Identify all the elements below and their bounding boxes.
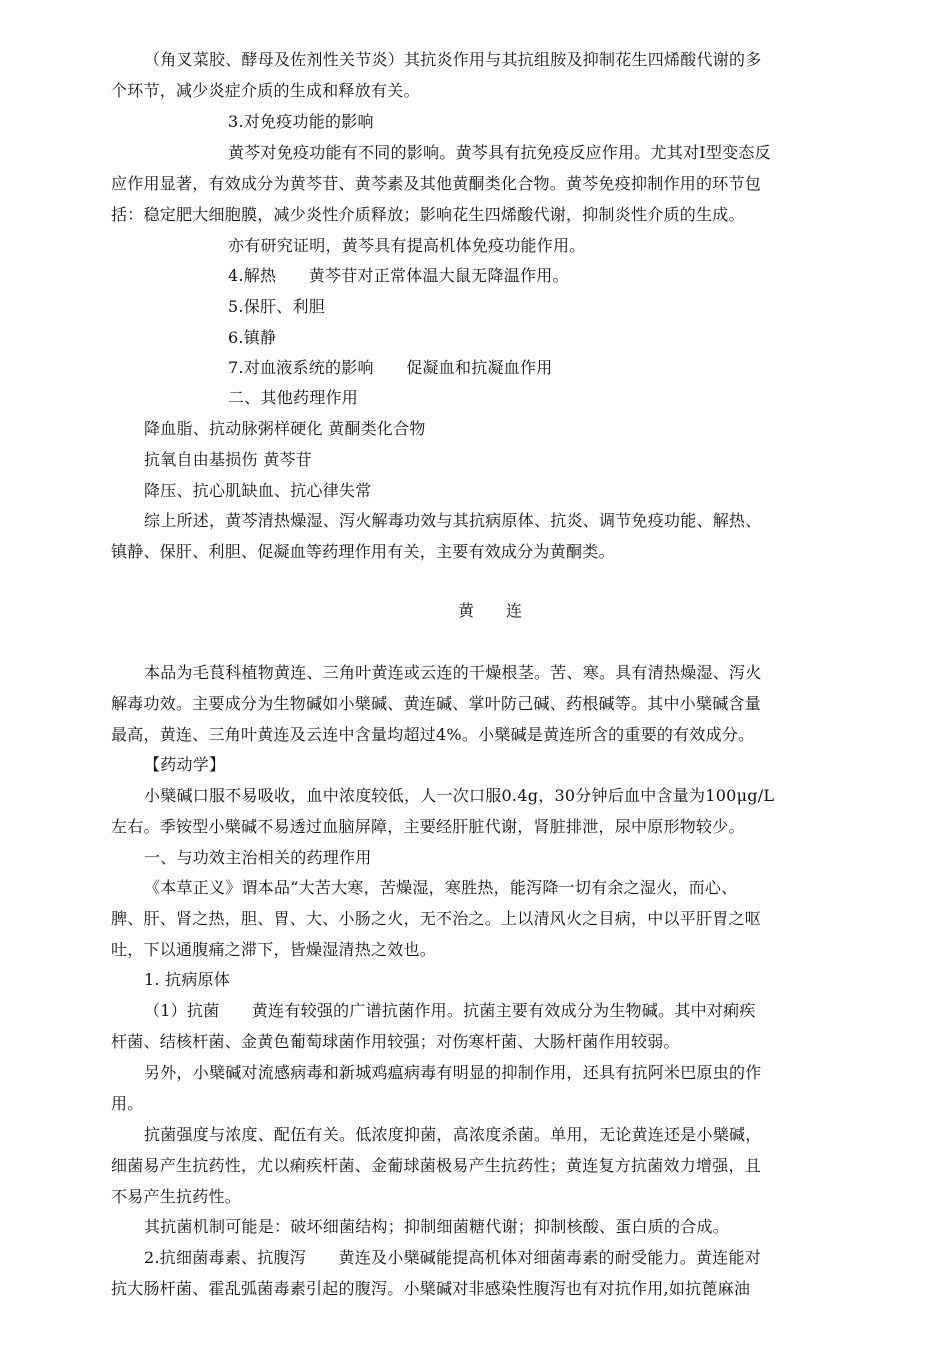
- section-heading: 二、其他药理作用: [228, 388, 359, 407]
- text-line: 另外，小檗碱对流感病毒和新城鸡瘟病毒有明显的抑制作用，还具有抗阿米巴原虫的作: [144, 1063, 762, 1082]
- text-line: 杆菌、结核杆菌、金黄色葡萄球菌作用较强；对伤寒杆菌、大肠杆菌作用较弱。: [111, 1032, 680, 1051]
- chapter-title: 黄 连: [458, 601, 523, 620]
- text-line: 抗氧自由基损伤 黄芩苷: [144, 450, 312, 469]
- text-line: 小檗碱口服不易吸收，血中浓度较低，人一次口服0.4g，30分钟后血中含量为100μg/L: [144, 786, 775, 805]
- text-line: 最高，黄连、三角叶黄连及云连中含量均超过4%。小檗碱是黄连所含的重要的有效成分。: [111, 725, 755, 744]
- section-heading: 一、与功效主治相关的药理作用: [144, 848, 372, 867]
- text-line: 抗大肠杆菌、霍乱弧菌毒素引起的腹泻。小檗碱对非感染性腹泻也有对抗作用,如抗蓖麻油: [111, 1279, 751, 1298]
- text-line: 左右。季铵型小檗碱不易透过血脑屏障，主要经肝脏代谢，肾脏排泄，尿中原形物较少。: [111, 817, 745, 836]
- text-line: 抗菌强度与浓度、配伍有关。低浓度抑菌，高浓度杀菌。单用，无论黄连还是小檗碱，: [144, 1125, 762, 1144]
- text-line: 2.抗细菌毒素、抗腹泻 黄连及小檗碱能提高机体对细菌毒素的耐受能力。黄连能对: [144, 1248, 762, 1267]
- text-line: 黄芩对免疫功能有不同的影响。黄芩具有抗免疫反应作用。尤其对Ⅰ型变态反: [228, 143, 771, 162]
- text-line: 降血脂、抗动脉粥样硬化 黄酮类化合物: [144, 419, 426, 438]
- text-line: 亦有研究证明，黄芩具有提高机体免疫功能作用。: [228, 236, 586, 255]
- text-line: 括：稳定肥大细胞膜，减少炎性介质释放；影响花生四烯酸代谢，抑制炎性介质的生成。: [111, 205, 745, 224]
- text-line: 解毒功效。主要成分为生物碱如小檗碱、黄连碱、掌叶防己碱、药根碱等。其中小檗碱含量: [111, 694, 762, 713]
- section-heading: 3.对免疫功能的影响: [228, 112, 374, 131]
- section-heading: 6.镇静: [228, 328, 277, 347]
- text-line: 细菌易产生抗药性，尤以痢疾杆菌、金葡球菌极易产生抗药性；黄连复方抗菌效力增强，且: [111, 1156, 762, 1175]
- text-line: 不易产生抗药性。: [111, 1187, 242, 1206]
- text-line: （角叉菜胶、酵母及佐剂性关节炎）其抗炎作用与其抗组胺及抑制花生四烯酸代谢的多: [144, 50, 762, 69]
- text-line: 其抗菌机制可能是：破坏细菌结构；抑制细菌糖代谢；抑制核酸、蛋白质的合成。: [144, 1217, 730, 1236]
- text-line: 用。: [111, 1094, 144, 1113]
- section-heading: 【药动学】: [144, 755, 226, 774]
- text-line: 镇静、保肝、利胆、促凝血等药理作用有关，主要有效成分为黄酮类。: [111, 542, 615, 561]
- section-heading: 7.对血液系统的影响 促凝血和抗凝血作用: [228, 358, 553, 377]
- text-line: （1）抗菌 黄连有较强的广谱抗菌作用。抗菌主要有效成分为生物碱。其中对痢疾: [144, 1001, 756, 1020]
- text-line: 脾、肝、肾之热，胆、胃、大、小肠之火，无不治之。上以清风火之目病，中以平肝胃之呕: [111, 909, 762, 928]
- text-line: 综上所述，黄芩清热燥湿、泻火解毒功效与其抗病原体、抗炎、调节免疫功能、解热、: [144, 511, 762, 530]
- section-heading: 5.保肝、利胆: [228, 297, 326, 316]
- section-heading: 1. 抗病原体: [144, 970, 231, 989]
- section-heading: 4.解热 黄芩苷对正常体温大鼠无降温作用。: [228, 266, 569, 285]
- text-line: 本品为毛茛科植物黄连、三角叶黄连或云连的干燥根茎。苦、寒。具有清热燥湿、泻火: [144, 663, 762, 682]
- text-line: 个环节，减少炎症介质的生成和释放有关。: [111, 81, 420, 100]
- text-line: 应作用显著，有效成分为黄芩苷、黄芩素及其他黄酮类化合物。黄芩免疫抑制作用的环节包: [111, 174, 762, 193]
- text-line: 降压、抗心肌缺血、抗心律失常: [144, 481, 372, 500]
- text-line: 吐，下以通腹痛之滞下，皆燥湿清热之效也。: [111, 940, 437, 959]
- text-line: 《本草正义》谓本品“大苦大寒，苦燥湿，寒胜热，能泻降一切有余之湿火，而心、: [144, 878, 738, 897]
